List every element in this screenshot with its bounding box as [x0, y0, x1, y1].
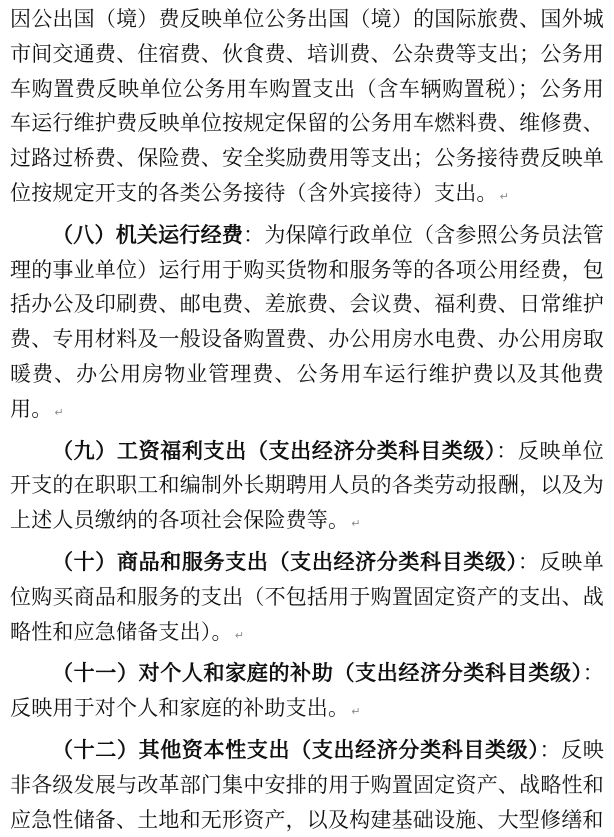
paragraph-text: ：反映单位购买商品和服务的支出（不包括用于购置固定资产的支出、战略性和应急储备支出）。: [10, 549, 604, 644]
paragraph-text: ：反映单位开支的在职职工和编制外长期聘用人员的各类劳动报酬，以及为上述人员缴纳的各项社会保险费等。: [10, 438, 604, 533]
item-heading: （八）机关运行经费: [52, 222, 244, 247]
paragraph-text: ：反映用于对个人和家庭的补助支出。: [10, 661, 604, 721]
paragraph-public-expenses-definitions: [10, 2, 604, 215]
paragraph-mark-icon: ↵: [351, 517, 361, 531]
paragraph-mark-icon: ↵: [499, 189, 510, 203]
paragraph-item-10: [10, 545, 604, 653]
paragraph-item-12: [10, 733, 604, 837]
paragraph-item-11: [10, 656, 604, 730]
item-heading: （十二）其他资本性支出（支出经济分类科目类级）: [52, 737, 540, 762]
paragraph-item-8: [10, 218, 604, 431]
paragraph-text: ：反映非各级发展与改革部门集中安排的用于购置固定资产、战略性和应急性储备、土地和无形资产，以及构建基础设施、大型修缮和: [10, 737, 604, 832]
item-heading: （十一）对个人和家庭的补助（支出经济分类科目类级）: [52, 661, 583, 686]
paragraph-text: ：为保障行政单位（含参照公务员法管理的事业单位）运行用于购买货物和服务等的各项公用经费，包括办公及印刷费、邮电费、差旅费、会议费、福利费、日常维护费、专用材料及一般设备购置费、办公用房水电费、办公用房取暖费、办公用房物业管理费、公务用车运行维护费以及其他费用。: [10, 222, 604, 421]
paragraph-mark-icon: ↵: [351, 705, 361, 719]
paragraph-item-9: [10, 434, 604, 542]
paragraph-text: 因公出国（境）费反映单位公务出国（境）的国际旅费、国外城市间交通费、住宿费、伙食费、培训费、公杂费等支出；公务用车购置费反映单位公务用车购置支出（含车辆购置税）；公务用车运行维护费反映单位按规定保留的公务用车燃料费、维修费、过路过桥费、保险费、安全奖励费用等支出；公务接待费反映单位按规定开支的各类公务接待（含外宾接待）支出。: [10, 7, 604, 205]
item-heading: （十）商品和服务支出（支出经济分类科目类级）: [52, 549, 518, 574]
paragraph-mark-icon: ↵: [234, 628, 245, 642]
item-heading: （九）工资福利支出（支出经济分类科目类级）: [52, 438, 497, 463]
paragraph-mark-icon: ↵: [54, 405, 64, 419]
